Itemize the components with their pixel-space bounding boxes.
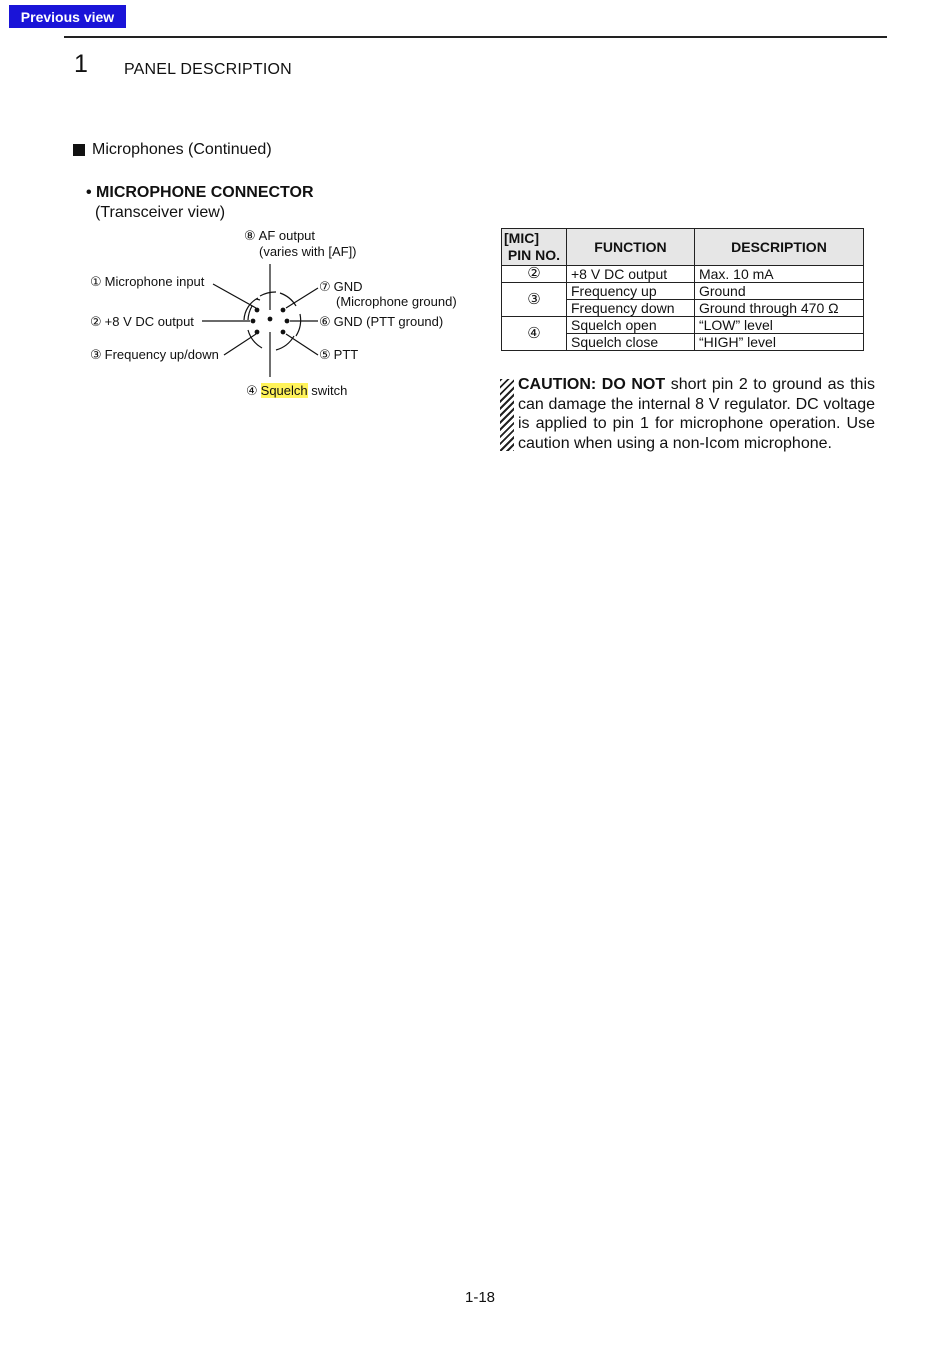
pin2-label: ② +8 V DC output — [90, 314, 194, 329]
section-heading — [73, 141, 272, 159]
pin-number-cell: ② — [502, 266, 567, 283]
connector-note: (Transceiver view) — [95, 204, 226, 221]
description-cell: Ground through 470 Ω — [694, 300, 863, 317]
chapter-title: PANEL DESCRIPTION — [124, 61, 292, 78]
pin-number-cell: ④ — [502, 317, 567, 351]
description-cell: Ground — [694, 283, 863, 300]
connector-title: • MICROPHONE CONNECTOR — [86, 184, 314, 201]
header-pin-no: [MIC] PIN NO. — [502, 229, 567, 266]
table-header-row — [502, 229, 864, 266]
function-cell: Squelch close — [567, 334, 695, 351]
description-cell: Max. 10 mA — [694, 266, 863, 283]
header-function: FUNCTION — [567, 229, 695, 266]
pin8-label: ⑧ AF output — [244, 228, 316, 243]
function-cell: +8 V DC output — [567, 266, 695, 283]
table-row — [502, 283, 864, 300]
caution-note — [500, 375, 875, 453]
table-row — [502, 266, 864, 283]
square-bullet-icon — [73, 144, 85, 156]
pin1-label: ① Microphone input — [90, 274, 205, 289]
function-cell: Squelch open — [567, 317, 695, 334]
pin6-label: ⑥ GND (PTT ground) — [319, 314, 444, 329]
description-cell: “LOW” level — [694, 317, 863, 334]
section-title: Microphones (Continued) — [92, 141, 272, 158]
previous-view-button[interactable]: Previous view — [9, 5, 126, 28]
connector-diagram — [80, 222, 480, 412]
pin7-note: (Microphone ground) — [336, 294, 457, 309]
caution-hatch-icon — [500, 379, 514, 451]
pin8-note: (varies with [AF]) — [259, 244, 357, 259]
pin7-label: ⑦ GND — [319, 279, 363, 294]
header-description: DESCRIPTION — [694, 229, 863, 266]
pin4-label: ④ Squelch switch — [246, 383, 348, 398]
pin-number-cell: ③ — [502, 283, 567, 317]
squelch-highlight: Squelch — [260, 383, 308, 398]
function-cell: Frequency up — [567, 283, 695, 300]
caution-text: CAUTION: DO NOT short pin 2 to ground as this can damage the internal 8 V regulator. DC voltage is applied to pin 1 for microphone operation. Use caution when using a non-Icom microphone. — [518, 376, 876, 452]
mic-pin-table — [501, 228, 864, 351]
pin3-label: ③ Frequency up/down — [90, 347, 219, 362]
table-row — [502, 317, 864, 334]
page-number: 1-18 — [465, 1289, 496, 1306]
function-cell: Frequency down — [567, 300, 695, 317]
pin5-label: ⑤ PTT — [319, 347, 359, 362]
header-rule — [64, 36, 887, 38]
chapter-number: 1 — [74, 50, 88, 78]
description-cell: “HIGH” level — [694, 334, 863, 351]
